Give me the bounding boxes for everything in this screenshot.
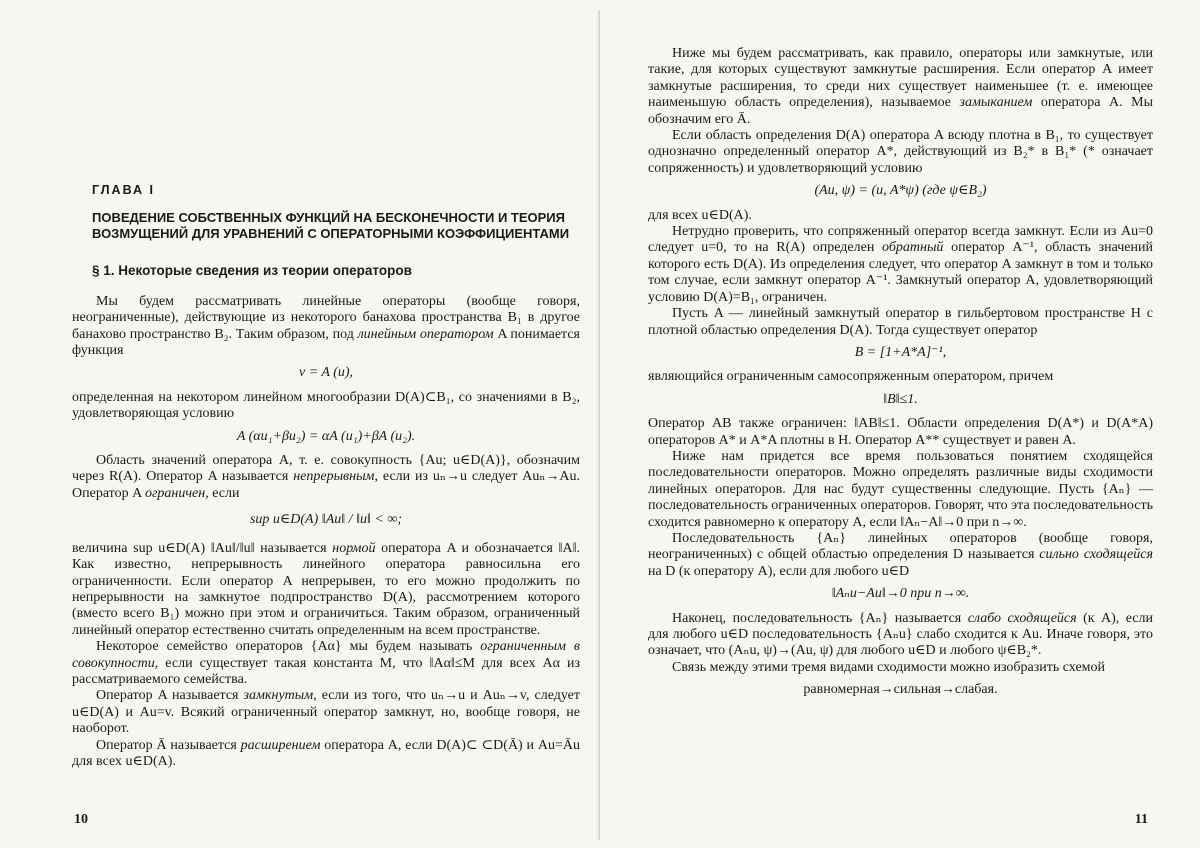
text-run: Нетрудно проверить, что сопряженный оператор всегда замкнут. Если из Au=0 следует u=0, то на R(A) определен (648, 224, 1153, 256)
text-run: Наконец, последовательность {Aₙ} называется (672, 610, 968, 626)
right-text-column (648, 46, 1153, 707)
page-number: 11 (1134, 812, 1148, 827)
emphasis: замкнутым (243, 688, 314, 704)
text-run: оператора A и обозначается ‖A‖. Как известно, непрерывность линейного оператора равносильна его ограниченности. Если оператор A непрерывен, то его можно продолжить по непрерывности на замкнутое подпространство D(A), рассмотрением которого (вместо всего B₁) можно при этом и ограничиться. Таким образом, ограниченный линейный оператор естественно считать определенным на всем пространстве. (72, 540, 581, 638)
paragraph: Ниже нам придется все время пользоваться понятием сходящейся последовательности операторов. Можно определять различные виды сходимости линейных операторов. Для нас будут существенны следующие. Пусть {Aₙ} — последовательность ограниченных операторов. Говорят, что эта последовательность сходится равномерно к оператору A, если ‖Aₙ−A‖→0 при n→∞. (648, 448, 1153, 530)
text-run: , если (205, 485, 240, 501)
text-run: величина sup u∈D(A) ‖Au‖/‖u‖ называется (72, 540, 333, 556)
paragraph (72, 294, 580, 360)
paragraph (648, 531, 1153, 580)
emphasis: обратный (882, 240, 944, 256)
formula: (Au, ψ) = (u, A*ψ) (где ψ∈B₂) (814, 183, 987, 199)
text-run: Ниже мы будем рассматривать, как правило, операторы или замкнутые, или такие, для которых существуют замкнутые расширения. Если оператор A имеет замкнутые расширения, то среди них существует наименьшее (т. е. имеющее наименьшую область определения), называемое (648, 46, 1153, 111)
paragraph (72, 453, 580, 502)
emphasis: слабо сходящейся (967, 610, 1077, 626)
formula: ‖Aₙu−Au‖→0 при n→∞. (831, 586, 970, 602)
paragraph (648, 46, 1153, 128)
right-page (600, 0, 1200, 848)
text-run: , если существует такая константа M, что ‖Aα‖≤M для всех Aα из рассматриваемого семейства. (72, 655, 580, 687)
emphasis: расширением (240, 737, 321, 753)
text-run: на D (к оператору A), если для любого u∈D (648, 563, 910, 579)
formula: v = A (u), (298, 365, 354, 381)
text-run: A понимается функция (72, 326, 580, 359)
formula: A (αu₁+βu₂) = αA (u₁)+βA (u₂). (236, 428, 416, 444)
emphasis: сильно сходящейся (1039, 547, 1153, 563)
formula: равномерная→сильная→слабая. (803, 682, 998, 698)
text-run: (к A), если для любого u∈D последовательность {Aₙu} слабо сходится к Au. Иначе говоря, это означает, что (Aₙu, ψ)→(Au, ψ) для любого u∈D и любого ψ∈B₂*. (648, 610, 1154, 659)
chapter-label: ГЛАВА I (92, 183, 155, 197)
paragraph (72, 639, 580, 688)
formula: B = [1+A*A]⁻¹, (854, 344, 947, 360)
paragraph (648, 611, 1153, 660)
paragraph (72, 688, 580, 737)
paragraph (72, 541, 580, 639)
text-run: , если из того, что uₙ→u и Auₙ→v, следует u∈D(A) и Au=v. Всякий ограниченный оператор замкнут, но, вообще говоря, не наоборот. (72, 688, 580, 737)
paragraph (72, 738, 580, 771)
text-run: Последовательность {Aₙ} линейных операторов (вообще говоря, неограниченных) с общей областью определения D называется (648, 530, 1153, 563)
text-run: Оператор A называется (96, 688, 244, 704)
paragraph (648, 224, 1153, 306)
text-run: оператора A, если D(A)⊂ ⊂D(Ā) и Au=Āu для всех u∈D(A). (72, 737, 581, 769)
formula: ‖B‖≤1. (883, 391, 918, 407)
text-run: оператора A. Мы обозначим его Ā. (648, 95, 1153, 127)
paragraph: Если область определения D(A) оператора A всюду плотна в B₁, то существует однозначно определенный оператор A*, действующий из B₂* в B₁* (* означает сопряженность) и удовлетворяющий условию (648, 128, 1153, 176)
emphasis: непрерывным (293, 469, 375, 485)
text-run: Мы будем рассматривать линейные операторы (вообще говоря, неограниченные), действующие из некоторого банахова пространства B₁ в другое банахово пространство B₂. Таким образом, под (72, 293, 580, 342)
paragraph: определенная на некотором линейном многообразии D(A)⊂B₁, со значениями в B₂, удовлетворяющая условию (72, 389, 580, 422)
paragraph: Оператор AB также ограничен: ‖AB‖≤1. Области определения D(A*) и D(A*A) операторов A* и A*A плотны в H. Оператор A** существует и равен A. (648, 416, 1153, 448)
left-text-column (72, 182, 580, 770)
paragraph: являющийся ограниченным самосопряженным оператором, причем (648, 369, 1054, 385)
paragraph: Связь между этими тремя видами сходимости можно изобразить схемой (672, 659, 1106, 675)
emphasis: ограничен (144, 485, 206, 501)
emphasis: линейным оператором (357, 326, 494, 342)
emphasis: замыканием (959, 95, 1033, 111)
text-run: Некоторое семейство операторов {Aα} мы будем называть (96, 639, 481, 655)
paragraph: Пусть A — линейный замкнутый оператор в гильбертовом пространстве H с плотной областью определения D(A). Тогда существует оператор (648, 306, 1153, 338)
paragraph: для всех u∈D(A). (648, 207, 752, 223)
text-run: Оператор Ā называется (96, 737, 241, 753)
section-title: § 1. Некоторые сведения из теории операторов (92, 263, 412, 279)
formula: sup u∈D(A) ‖Au‖ / ‖u‖ < ∞; (249, 512, 403, 528)
text-run: оператор A⁻¹, область значений которого есть D(A). Из определения следует, что оператор A замкнут в том и только том случае, если замкнут оператор A⁻¹. Замкнутый оператор A, удовлетворяющий условию D(A)=B₁, ограничен. (648, 240, 1153, 305)
text-run: Область значений оператора A, т. е. совокупность {Au; u∈D(A)}, обозначим через R(A). Оператор A называется (72, 453, 580, 485)
emphasis: ограниченным в совокупности (72, 639, 581, 671)
emphasis: нормой (332, 540, 376, 556)
chapter-title: ПОВЕДЕНИЕ СОБСТВЕННЫХ ФУНКЦИЙ НА БЕСКОНЕЧНОСТИ И ТЕОРИЯ ВОЗМУЩЕНИЙ ДЛЯ УРАВНЕНИЙ С ОПЕРАТОРНЫМИ КОЭФФИЦИЕНТАМИ (92, 210, 570, 241)
text-run: , если из uₙ→u следует Auₙ→Au. Оператор A (72, 469, 580, 501)
page-number: 10 (74, 812, 88, 827)
